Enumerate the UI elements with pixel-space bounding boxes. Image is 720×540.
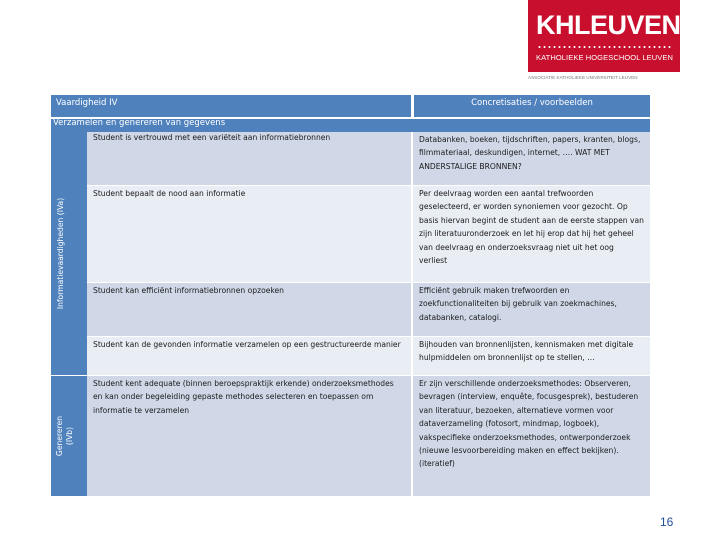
table-row-3-skill: Student kan efficiënt informatiebronnen opzoeken [87, 283, 411, 336]
khleuven-logo [528, 0, 680, 72]
page-number: 16 [660, 515, 674, 529]
table-row-3-example: Efficiënt gebruik maken trefwoorden en zoekfunctionaliteiten bij gebruik van zoekmachines, databanken, catalogi. [413, 283, 650, 336]
table-row-5-skill: Student kent adequate (binnen beroepspraktijk erkende) onderzoeksmethodes en kan onder begeleiding gepaste methodes selecteren en toepassen om informatie te verzamelen [87, 376, 411, 496]
logo-wordmark: KHLEUVEN [536, 10, 681, 40]
group-b-label: Genereren (IVb) [55, 415, 74, 457]
table-row-4-skill: Student kan de gevonden informatie verzamelen op een gestructureerde manier [87, 337, 411, 375]
table-row-4-example: Bijhouden van bronnenlijsten, kennismaken met digitale hulpmiddelen om bronnenlijst op te stellen, … [413, 337, 650, 375]
table-row-1-example: Databanken, boeken, tijdschriften, papers, kranten, blogs, filmmateriaal, deskundigen, internet, …. WAT MET ANDERSTALIGE BRONNEN? [413, 132, 650, 185]
table-row-5-example: Er zijn verschillende onderzoeksmethodes: Observeren, bevragen (interview, enquête, focusgesprek), bestuderen van literatuur, bezoeken, alternatieve vormen voor dataverzameling (fotosort, mindmap, logboek), vakspecifieke onderzoeksmethodes, ontwerponderzoek (nieuwe lesvoorbereiding maken en effect bekijken). (iteratief) [413, 376, 650, 496]
table-row-2-example: Per deelvraag worden een aantal trefwoorden geselecteerd, er worden synoniemen voor gezocht. Op basis hiervan begint de student aan de eerste stappen van zijn literatuuronderzoek en let hij erop dat hij het geheel van deelvraag en onderzoeksvraag niet uit het oog verliest [413, 186, 650, 282]
logo-subtitle: KATHOLIEKE HOGESCHOOL LEUVEN [536, 53, 674, 62]
section-title: Verzamelen en genereren van gegevens [53, 118, 226, 128]
table-header-examples: Concretisaties / voorbeelden [414, 95, 650, 117]
table-row-2-skill: Student bepaalt de nood aan informatie [87, 186, 411, 282]
association-label: ASSOCIATIE KATHOLIEKE UNIVERSITEIT LEUVEN [528, 75, 638, 80]
table-row-1-skill: Student is vertrouwd met een variëteit aan informatiebronnen [87, 132, 411, 185]
logo-dotted-line [537, 46, 671, 48]
table-header-skill: Vaardigheid IV [51, 95, 411, 117]
group-a-label: Informatievaardigheden (IVa) [56, 197, 65, 310]
